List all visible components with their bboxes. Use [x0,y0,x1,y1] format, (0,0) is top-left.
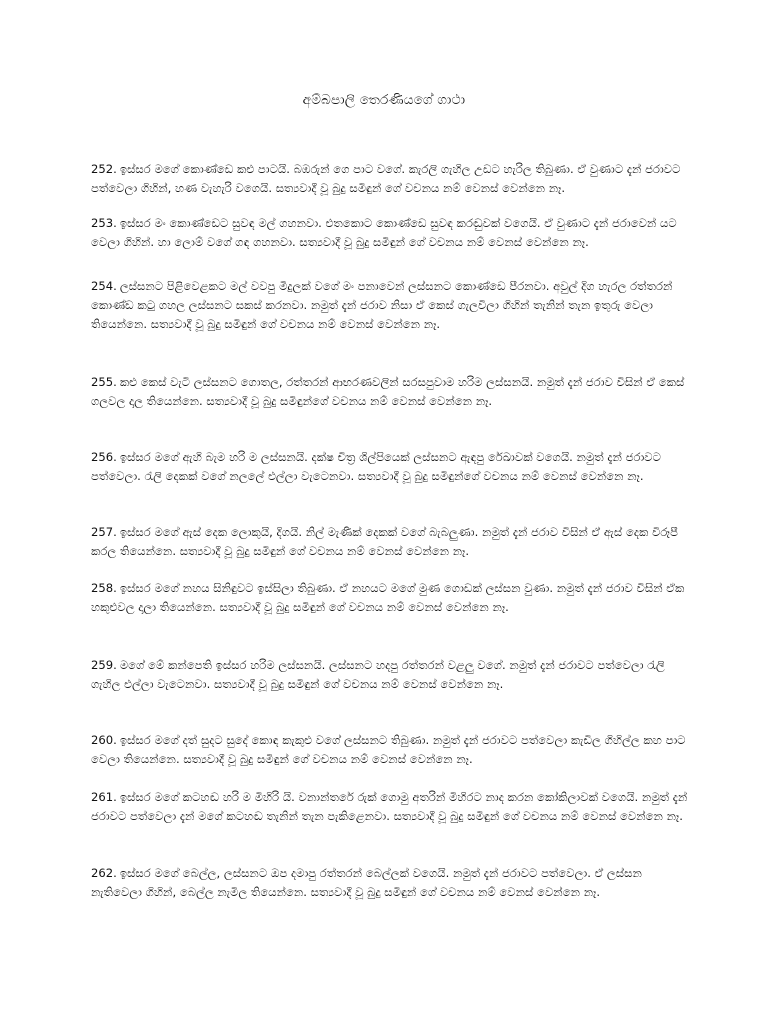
verse-text: ඉස්සර මගේ කොණ්ඩෙ කළු පාටයි. බඹරුන් ගෙ පාට වගේ. කැරලි ගැහිල උඩට හැරිල තිබුණා. ඒ වුණාට දැන් ජරාවට පත්වෙලා ගිහින්, හණ වැහැරි වගෙයි. සත්‍යවාදී වූ බුදු සමිඳුන් ගේ වචනය නම් වෙනස් වෙන්නෙ නෑ. [91,162,681,195]
verse-262 [91,864,691,902]
verse-text: ඉස්සර මගේ කටහඬ හරි ම මිහිරි යි. වනාන්තරේ රුක් ගොමු අතරින් මිහිරට නාද කරන කෝකිලාවක් වගෙයි. නමුත් දැන් ජරාවට පත්වෙලා දැන් මගේ කටහඬ තැනින් තැන පැකිළෙනවා. සත්‍යවාදී වූ බුදු සමිඳුන් ගේ වචනය නම් වෙනස් වෙන්නෙ නෑ. [91,790,688,823]
verse-252 [91,160,691,198]
document-title: අම්බපාලි තෙරණියගේ ගාථා [302,92,466,108]
verse-number: 259. [91,658,117,672]
verse-256 [91,448,691,486]
verse-text: ඉස්සර මගේ ඇස් දෙක ලොකුයි, දිගයි. නිල් මැණික් දෙකක් වගේ බැබලුණා. නමුත් දැන් ජරාව විසින් ඒ ඇස් දෙක විරූපී කරල තියෙන්නෙ. සත්‍යවාදී වූ බුදු සමිඳුන් ගේ වචනය නම් වෙනස් වෙන්නෙ නෑ. [91,525,678,558]
verse-260 [91,731,691,769]
verse-number: 258. [91,581,117,595]
verse-258 [91,579,691,617]
verse-253 [91,214,691,252]
verse-number: 256. [91,450,117,464]
verse-number: 253. [91,216,117,230]
verse-259 [91,656,691,694]
verse-255 [91,373,691,411]
verse-number: 254. [91,279,117,293]
verse-number: 260. [91,733,117,747]
verse-text: ඉස්සර මගේ ඇහි බැම හරි ම ලස්සනයි. දක්ෂ චිත්‍ර ශිල්පියෙක් ලස්සනට ඇඳපු රේඛාවක් වගෙයි. නමුත් දැන් ජරාවට පත්වෙලා. රැලි දෙකක් වගේ නලලේ එල්ලා වැටෙනවා. සත්‍යවාදී වූ බුදු සමිඳුන්ගේ වචනය නම් වෙනස් වෙන්නෙ නෑ. [91,450,661,483]
verse-number: 262. [91,866,117,880]
verse-257 [91,523,691,561]
verse-text: මගේ මේ කන්පෙති ඉස්සර හරිම ලස්සනයි. ලස්සනට හදපු රත්තරන් වළලු වගේ. නමුත් දැන් ජරාවට පත්වෙලා රැලි ගැහිල එල්ලා වැටෙනවා. සත්‍යවාදී වූ බුදු සමිඳුන් ගේ වචනය නම් වෙනස් වෙන්නෙ නෑ. [91,658,665,691]
verse-text: ඉස්සර මගේ නහය සිනිඳුවට ඉස්සිලා තිබුණා. ඒ නහයට මගේ මුණ ගොඩක් ලස්සන වුණා. නමුත් දැන් ජරාව විසින් ඒක හකුළුවල දාලා තියෙන්නෙ. සත්‍යවාදී වූ බුදු සමිඳුන් ගේ වචනය නම් වෙනස් වෙන්නෙ නෑ. [91,581,685,614]
verse-text: ලස්සනට පිළිවෙළකට මල් වවපු මීදුලක් වගේ මං පනාවෙන් ලස්සනට කොණ්ඩෙ පීරනවා. අවුල් දිග හැරල රත්තරන් කොණ්ඩ කටු ගහල ලස්සනට සකස් කරනවා. නමුත් දැන් ජරාව නිසා ඒ කෙස් ගැලවිලා ගිහින් තැනින් තැන ඉතුරු වෙලා තියෙන්නෙ. සත්‍යවාදී වූ බුදු සමිඳුන් ගේ වචනය නම් වෙනස් වෙන්නෙ නෑ. [91,279,673,331]
verse-text: ඉස්සර මගේ දත් සුදට සුදේ කොඳ කැකුළු වගේ ලස්සනට තිබුණා. නමුත් දැන් ජරාවට පත්වෙලා කැඩිල ගිහිල්ල කහ පාට වෙලා තියෙන්නෙ. සත්‍යවාදී වූ බුදු සමිඳුන් ගේ වචනය නම් වෙනස් වෙන්නෙ නෑ. [91,733,686,766]
verse-text: ඉස්සර මගේ බෙල්ල, ලස්සනට ඔප දමාපු රත්තරන් බෙල්ලක් වගෙයි. නමුත් දැන් ජරාවට පත්වෙලා. ඒ ලස්සන නැතිවෙලා ගිහින්, බෙල්ල නැමිල තියෙන්නෙ. සත්‍යවාදී වූ බුදු සමිඳුන් ගේ වචනය නම් වෙනස් වෙන්නෙ නෑ. [91,866,642,899]
verse-number: 255. [91,375,117,389]
verse-number: 261. [91,790,117,804]
verse-254 [91,277,691,334]
verse-261 [91,788,691,826]
verse-number: 252. [91,162,117,176]
verse-number: 257. [91,525,117,539]
verse-text: ඉස්සර මං කොණ්ඩෙට සුවඳ මල් ගහනවා. එතකොට කොණ්ඩෙ සුවඳ කරඬුවක් වගෙයි. ඒ වුණාට දැන් ජරාවෙන් යට වෙලා ගිහින්. හා ලොම් වගේ ගඳ ගහනවා. සත්‍යවාදී වූ බුදු සමිඳුන් ගේ වචනය නම් වෙනස් වෙන්නෙ නෑ. [91,216,677,249]
verse-text: කළු කෙස් වැටි ලස්සනට ගොතල, රත්තරන් ආභරණවලින් සරසපුවාම හරිම ලස්සනයි. නමුත් දැන් ජරාව විසින් ඒ කෙස් ගලවල දාල තියෙන්නෙ. සත්‍යවාදී වූ බුදු සමිඳුන්ගේ වචනය නම් වෙනස් වෙන්නෙ නෑ. [91,375,685,408]
